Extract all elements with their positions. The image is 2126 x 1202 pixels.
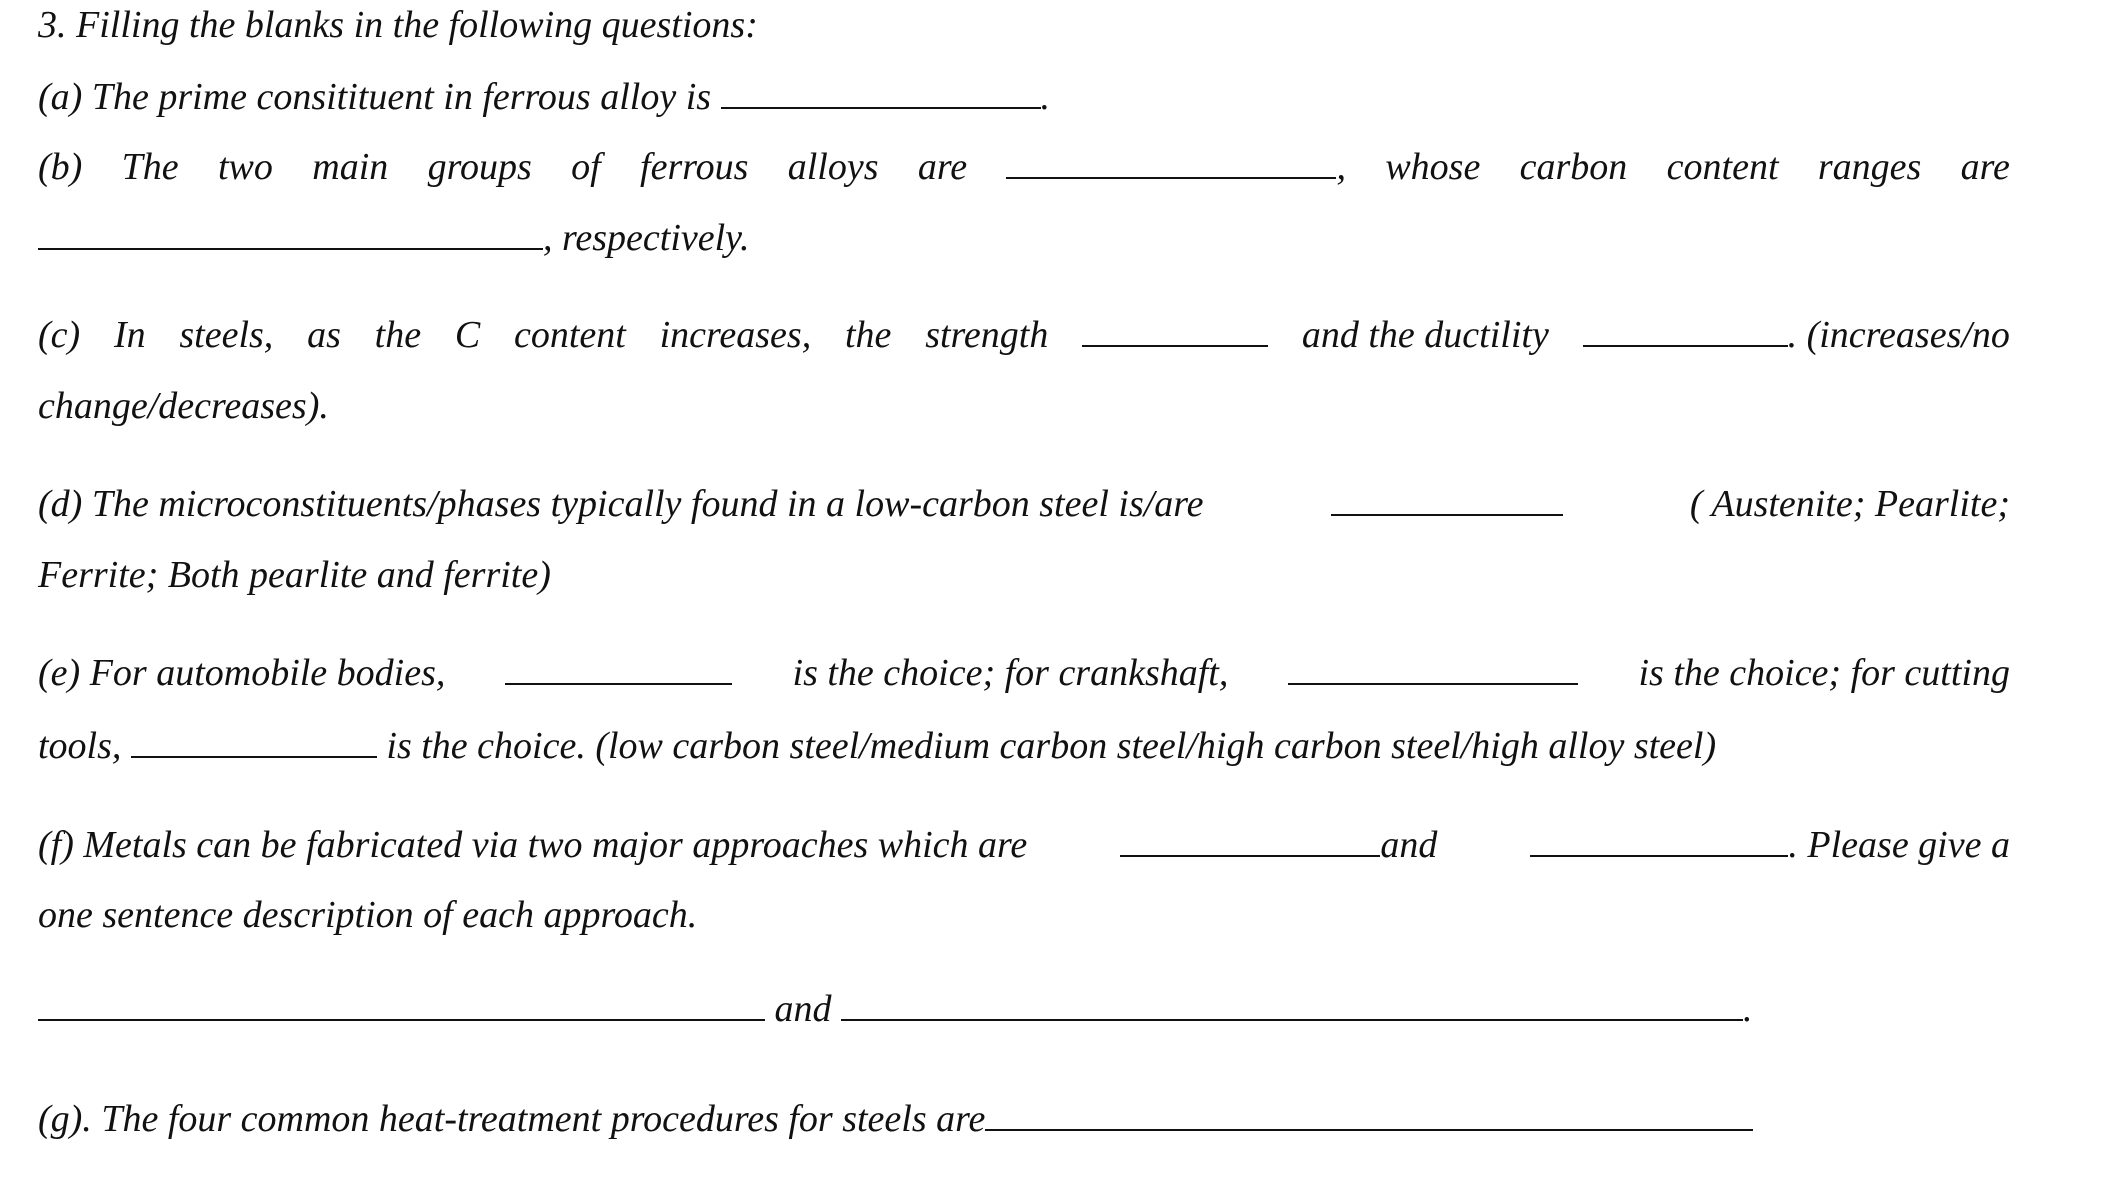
blank-c1[interactable]	[1082, 345, 1268, 347]
question-d-line2: Ferrite; Both pearlite and ferrite)	[38, 554, 551, 596]
question-f-label: (f)	[38, 824, 74, 866]
question-g-label: (g).	[38, 1098, 92, 1140]
question-b-word: groups	[427, 146, 532, 188]
blank-e1[interactable]	[505, 683, 732, 685]
question-c-word: the	[844, 314, 892, 356]
blank-e2[interactable]	[1288, 683, 1578, 685]
question-c-word: as	[307, 314, 341, 356]
question-b-word: ranges	[1817, 146, 1922, 188]
blank-f1[interactable]	[1120, 855, 1380, 857]
question-b-word: two	[218, 146, 273, 188]
question-a-end: .	[1040, 76, 1051, 118]
question-b-word: are	[1960, 146, 2010, 188]
question-e-text1: For automobile bodies,	[89, 652, 446, 694]
question-f	[38, 826, 2010, 864]
question-e-text3: is the choice; for cutting	[1638, 652, 2010, 694]
question-b-word: ferrous	[640, 146, 749, 188]
question-c-word: the	[374, 314, 422, 356]
question-b-word: carbon	[1519, 146, 1628, 188]
blank-c2[interactable]	[1583, 345, 1788, 347]
question-f-answer-and: and	[774, 988, 832, 1030]
question-c-word: In	[113, 314, 146, 356]
question-b-word: whose	[1385, 146, 1481, 188]
question-c-word: steels,	[179, 314, 274, 356]
question-e-label: (e)	[38, 652, 81, 694]
question-c-word: content	[513, 314, 626, 356]
blank-f4[interactable]	[841, 1019, 1743, 1021]
question-b-word: content	[1666, 146, 1779, 188]
question-f-and: and	[1380, 824, 1438, 866]
question-f-answer	[38, 990, 1753, 1028]
question-a-text: The prime consitituent in ferrous alloy is	[91, 76, 712, 118]
question-e-line2-end: is the choice. (low carbon steel/medium carbon steel/high carbon steel/high alloy steel)	[386, 725, 1717, 767]
question-e-line2-start: tools,	[38, 725, 122, 767]
blank-f2[interactable]	[1530, 855, 1788, 857]
blank-e3[interactable]	[131, 756, 377, 758]
question-c-word: C	[454, 314, 481, 356]
question-b-line2	[38, 219, 749, 257]
question-b-word: of	[571, 146, 601, 188]
question-c-end: . (increases/no	[1787, 314, 2010, 356]
blank-f3[interactable]	[38, 1019, 765, 1021]
blank-b2[interactable]	[38, 248, 543, 250]
blank-b1[interactable]	[1006, 177, 1336, 179]
question-b-word: main	[312, 146, 389, 188]
question-e-text2: is the choice; for crankshaft,	[792, 652, 1229, 694]
question-b-word: The	[121, 146, 179, 188]
question-d	[38, 485, 2010, 523]
question-e-line2	[38, 727, 1716, 765]
question-b-label: (b)	[38, 146, 83, 188]
question-g-text: The four common heat-treatment procedures for steels are	[101, 1098, 986, 1140]
question-heading: 3. Filling the blanks in the following questions:	[38, 4, 758, 46]
question-f-text: Metals can be fabricated via two major approaches which are	[83, 824, 1028, 866]
question-b-word: alloys	[787, 146, 879, 188]
question-d-options: ( Austenite; Pearlite;	[1689, 483, 2010, 525]
question-a	[38, 78, 1050, 116]
blank-a[interactable]	[721, 107, 1041, 109]
question-b-word: are	[917, 146, 968, 188]
question-f-end: . Please give a	[1788, 824, 2010, 866]
question-c-mid: and the ductility	[1301, 314, 1549, 356]
question-d-label: (d)	[38, 483, 83, 525]
question-g	[38, 1100, 1753, 1138]
question-d-text: The microconstituents/phases typically found in a low-carbon steel is/are	[91, 483, 1204, 525]
question-f-line2: one sentence description of each approach.	[38, 894, 698, 936]
question-b-comma: ,	[1336, 146, 1346, 188]
question-c-word: increases,	[659, 314, 812, 356]
blank-d[interactable]	[1331, 514, 1563, 516]
question-b-end: , respectively.	[543, 217, 750, 259]
question-c-line2: change/decreases).	[38, 385, 329, 427]
question-c-label: (c)	[38, 314, 81, 356]
blank-g[interactable]	[985, 1129, 1753, 1131]
question-f-answer-end: .	[1743, 988, 1753, 1030]
question-e	[38, 654, 2010, 692]
question-a-label: (a)	[38, 76, 83, 118]
question-c-word: strength	[925, 314, 1049, 356]
question-c	[38, 316, 2010, 354]
question-b	[38, 148, 2010, 186]
